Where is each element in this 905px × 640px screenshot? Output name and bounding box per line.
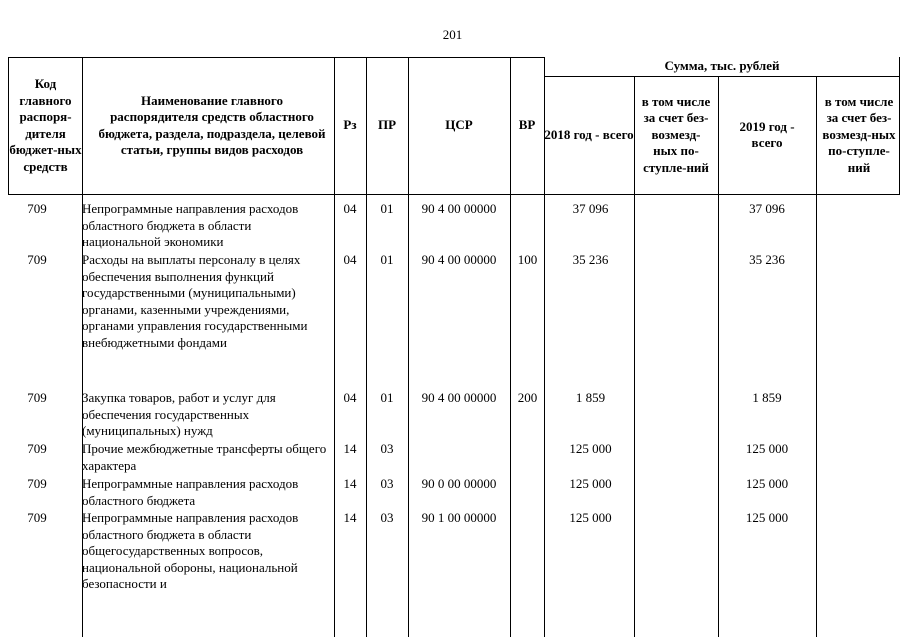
- row-code: 709: [27, 252, 47, 267]
- row-pr: 01: [380, 201, 394, 216]
- header-vr: ВР: [518, 117, 536, 133]
- col-divider: [718, 76, 719, 637]
- header-bottom-border: [8, 194, 900, 195]
- row-rz: 04: [343, 252, 357, 267]
- row-sum-2019: 1 859: [752, 390, 782, 405]
- col-divider: [816, 76, 817, 637]
- row-name: Непрограммные направления расходов областного бюджета: [82, 476, 299, 508]
- row-vr: 200: [517, 390, 538, 405]
- col-divider: [899, 57, 900, 194]
- row-rz: 04: [343, 390, 357, 405]
- header-2018-total: 2018 год - всего: [544, 126, 634, 142]
- header-code: Код главного распоря-дителя бюджет-ных средств: [9, 76, 82, 174]
- row-code: 709: [27, 390, 47, 405]
- row-sum-2018: 37 096: [572, 201, 609, 216]
- row-pr: 03: [380, 441, 394, 456]
- row-rz: 14: [343, 510, 357, 525]
- row-sum-2018: 125 000: [569, 441, 612, 456]
- row-sum-2019: 125 000: [745, 510, 789, 525]
- row-csr: 90 0 00 00000: [421, 476, 497, 491]
- row-csr: 90 1 00 00000: [421, 510, 497, 525]
- row-name: Непрограммные направления расходов областного бюджета в области национальной экономики: [82, 201, 299, 249]
- row-code: 709: [27, 510, 47, 525]
- row-code: 709: [27, 201, 47, 216]
- header-csr: ЦСР: [445, 117, 473, 133]
- row-sum-2019: 35 236: [749, 252, 785, 267]
- row-pr: 01: [380, 390, 394, 405]
- row-name: Расходы на выплаты персоналу в целях обеспечения выполнения функций государственными (муниципальными) органами, казенными учреждениями, органами управления государственными внебюджетными фондами: [82, 252, 308, 350]
- row-sum-2019: 125 000: [745, 441, 789, 456]
- page-number: 201: [442, 27, 463, 42]
- row-vr: 100: [517, 252, 538, 267]
- header-sum: Сумма, тыс. рублей: [664, 58, 780, 74]
- row-csr: 90 4 00 00000: [421, 390, 497, 405]
- row-sum-2019: 37 096: [749, 201, 785, 216]
- header-pr: ПР: [377, 117, 397, 133]
- row-name: Прочие межбюджетные трансферты общего характера: [82, 441, 327, 473]
- row-pr: 03: [380, 476, 394, 491]
- row-csr: 90 4 00 00000: [421, 201, 497, 216]
- header-name: Наименование главного распорядителя средств областного бюджета, раздела, подраздела, целевой статьи, группы видов расходов: [98, 92, 326, 157]
- row-sum-2018: 35 236: [572, 252, 609, 267]
- row-sum-2018: 125 000: [569, 510, 612, 525]
- col-divider: [634, 76, 635, 637]
- header-2018-free: в том числе за счет без-возмезд-ных по-ступле-ний: [641, 93, 711, 175]
- row-csr: 90 4 00 00000: [421, 252, 497, 267]
- row-pr: 01: [380, 252, 394, 267]
- row-sum-2018: 1 859: [575, 390, 606, 405]
- row-sum-2018: 125 000: [569, 476, 612, 491]
- header-2019-total: 2019 год - всего: [739, 118, 795, 150]
- row-rz: 04: [343, 201, 357, 216]
- header-2019-free: в том числе за счет без-возмезд-ных по-ступле-ний: [822, 93, 896, 175]
- row-rz: 14: [343, 476, 357, 491]
- row-pr: 03: [380, 510, 394, 525]
- row-sum-2019: 125 000: [745, 476, 789, 491]
- row-rz: 14: [343, 441, 357, 456]
- row-code: 709: [27, 476, 47, 491]
- row-code: 709: [27, 441, 47, 456]
- row-name: Непрограммные направления расходов областного бюджета в области общегосударственных вопросов, национальной обороны, национальной безопасности и: [82, 510, 299, 591]
- row-name: Закупка товаров, работ и услуг для обеспечения государственных (муниципальных) нужд: [82, 390, 276, 438]
- header-rz: Рз: [343, 117, 357, 133]
